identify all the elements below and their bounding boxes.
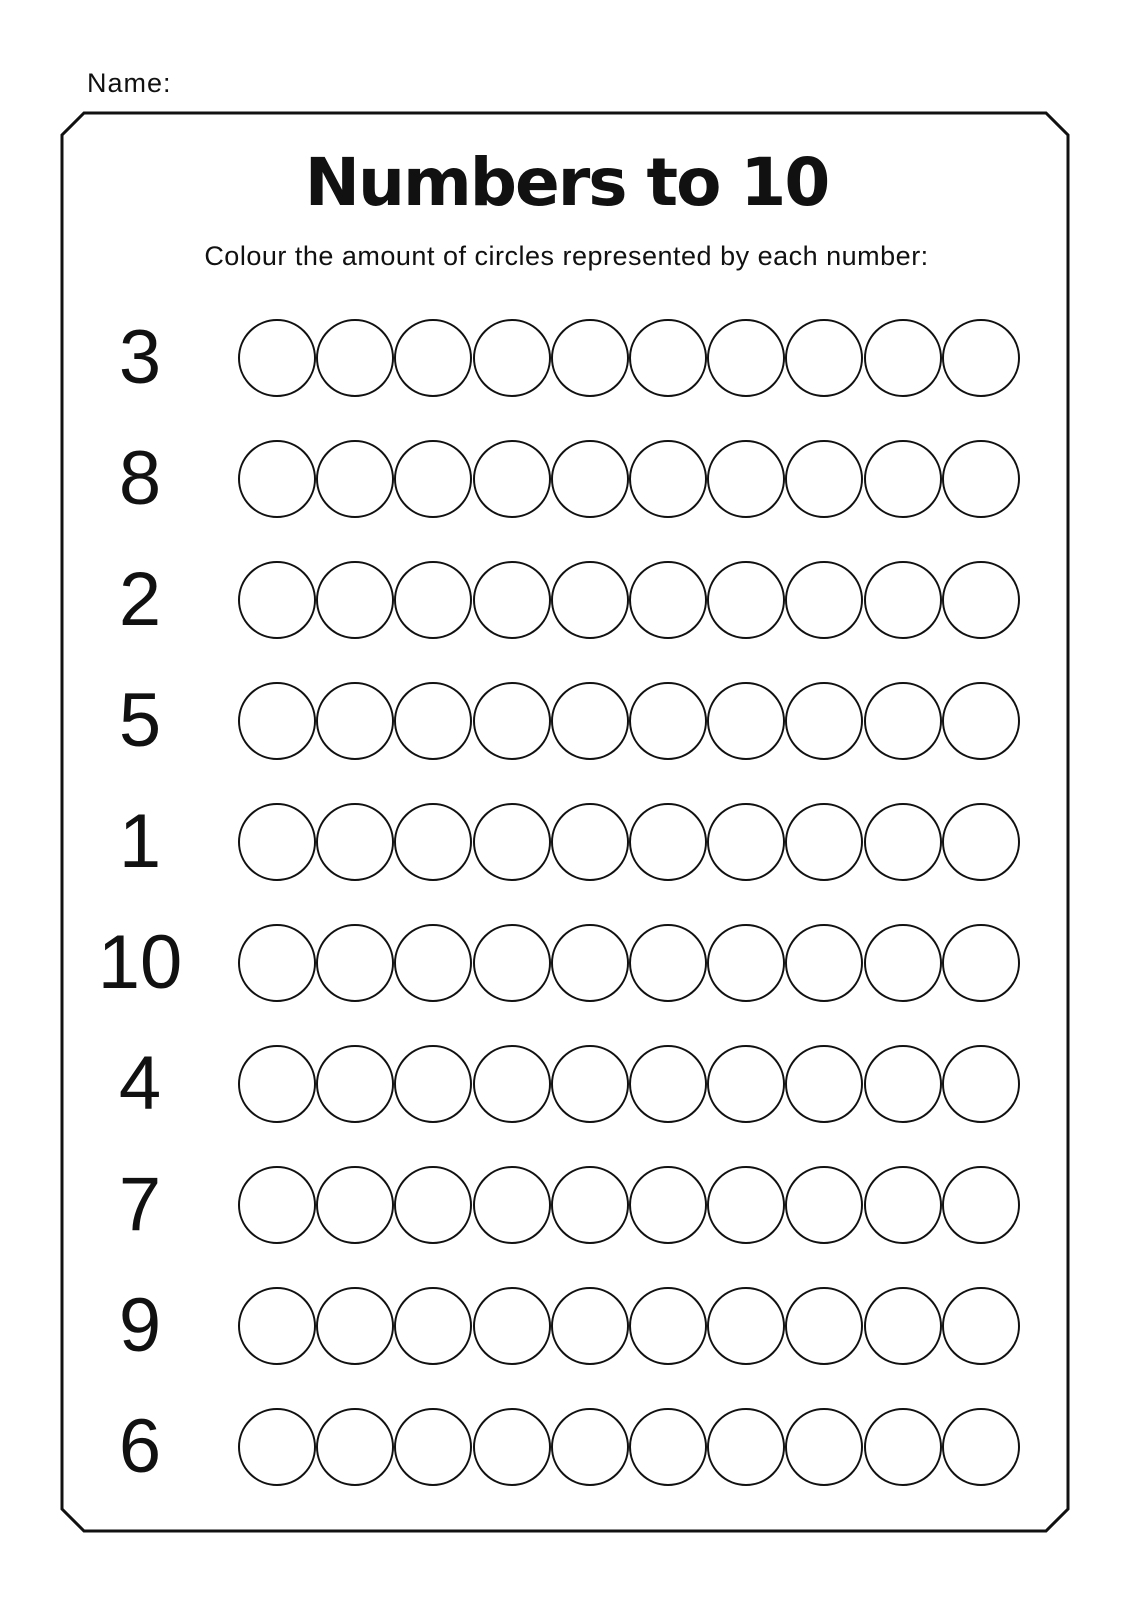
worksheet-row: [65, 297, 1068, 418]
worksheet-row: [65, 1023, 1068, 1144]
colorable-circle[interactable]: [316, 561, 394, 639]
colorable-circle[interactable]: [551, 440, 629, 518]
colorable-circle[interactable]: [864, 561, 942, 639]
colorable-circle[interactable]: [473, 924, 551, 1002]
colorable-circle[interactable]: [864, 1408, 942, 1486]
colorable-circle[interactable]: [864, 1045, 942, 1123]
colorable-circle[interactable]: [785, 1045, 863, 1123]
circle-strip: [238, 1287, 1020, 1365]
colorable-circle[interactable]: [942, 561, 1020, 639]
colorable-circle[interactable]: [238, 682, 316, 760]
row-number: 7: [118, 1161, 162, 1247]
colorable-circle[interactable]: [707, 803, 785, 881]
colorable-circle[interactable]: [785, 803, 863, 881]
colorable-circle[interactable]: [629, 319, 707, 397]
circle-strip: [238, 1045, 1020, 1123]
worksheet-row: [65, 1144, 1068, 1265]
row-number: 5: [118, 677, 162, 763]
colorable-circle[interactable]: [394, 803, 472, 881]
colorable-circle[interactable]: [473, 440, 551, 518]
colorable-circle[interactable]: [785, 1166, 863, 1244]
row-number: 3: [118, 314, 162, 400]
colorable-circle[interactable]: [316, 682, 394, 760]
colorable-circle[interactable]: [316, 1287, 394, 1365]
colorable-circle[interactable]: [238, 1045, 316, 1123]
row-number: 2: [118, 556, 162, 642]
colorable-circle[interactable]: [707, 1166, 785, 1244]
colorable-circle[interactable]: [238, 1166, 316, 1244]
colorable-circle[interactable]: [629, 440, 707, 518]
circle-strip: [238, 1408, 1020, 1486]
row-number: 1: [118, 798, 162, 884]
row-number: 4: [118, 1040, 162, 1126]
page-title: Numbers to 10: [304, 144, 829, 221]
row-number: 9: [118, 1282, 162, 1368]
circle-strip: [238, 319, 1020, 397]
colorable-circle[interactable]: [473, 1287, 551, 1365]
colorable-circle[interactable]: [864, 1166, 942, 1244]
colorable-circle[interactable]: [707, 1408, 785, 1486]
colorable-circle[interactable]: [551, 319, 629, 397]
worksheet-content: [65, 113, 1068, 1531]
colorable-circle[interactable]: [942, 682, 1020, 760]
colorable-circle[interactable]: [394, 440, 472, 518]
colorable-circle[interactable]: [238, 924, 316, 1002]
colorable-circle[interactable]: [316, 440, 394, 518]
colorable-circle[interactable]: [394, 924, 472, 1002]
worksheet-row: [65, 781, 1068, 902]
colorable-circle[interactable]: [629, 682, 707, 760]
colorable-circle[interactable]: [629, 803, 707, 881]
colorable-circle[interactable]: [316, 1045, 394, 1123]
colorable-circle[interactable]: [394, 1287, 472, 1365]
colorable-circle[interactable]: [629, 1408, 707, 1486]
colorable-circle[interactable]: [316, 1166, 394, 1244]
colorable-circle[interactable]: [942, 1408, 1020, 1486]
colorable-circle[interactable]: [238, 440, 316, 518]
colorable-circle[interactable]: [473, 803, 551, 881]
name-label: Name:: [87, 68, 172, 98]
colorable-circle[interactable]: [316, 1408, 394, 1486]
colorable-circle[interactable]: [551, 1166, 629, 1244]
colorable-circle[interactable]: [864, 924, 942, 1002]
colorable-circle[interactable]: [473, 682, 551, 760]
colorable-circle[interactable]: [316, 319, 394, 397]
colorable-circle[interactable]: [394, 1045, 472, 1123]
row-number: 8: [118, 435, 162, 521]
colorable-circle[interactable]: [394, 561, 472, 639]
colorable-circle[interactable]: [942, 319, 1020, 397]
rows-container: [65, 297, 1068, 1507]
colorable-circle[interactable]: [785, 1408, 863, 1486]
colorable-circle[interactable]: [238, 319, 316, 397]
circle-strip: [238, 682, 1020, 760]
colorable-circle[interactable]: [707, 682, 785, 760]
colorable-circle[interactable]: [707, 319, 785, 397]
colorable-circle[interactable]: [316, 924, 394, 1002]
colorable-circle[interactable]: [785, 440, 863, 518]
colorable-circle[interactable]: [785, 561, 863, 639]
colorable-circle[interactable]: [864, 1287, 942, 1365]
worksheet-row: [65, 1386, 1068, 1507]
colorable-circle[interactable]: [629, 561, 707, 639]
colorable-circle[interactable]: [942, 924, 1020, 1002]
worksheet-row: [65, 1265, 1068, 1386]
colorable-circle[interactable]: [394, 682, 472, 760]
colorable-circle[interactable]: [551, 682, 629, 760]
colorable-circle[interactable]: [864, 440, 942, 518]
circle-strip: [238, 1166, 1020, 1244]
colorable-circle[interactable]: [942, 1166, 1020, 1244]
colorable-circle[interactable]: [394, 1408, 472, 1486]
colorable-circle[interactable]: [394, 1166, 472, 1244]
colorable-circle[interactable]: [785, 319, 863, 397]
worksheet-row: [65, 660, 1068, 781]
colorable-circle[interactable]: [238, 561, 316, 639]
colorable-circle[interactable]: [942, 803, 1020, 881]
worksheet-row: [65, 539, 1068, 660]
colorable-circle[interactable]: [394, 319, 472, 397]
circle-strip: [238, 561, 1020, 639]
colorable-circle[interactable]: [551, 561, 629, 639]
circle-strip: [238, 924, 1020, 1002]
worksheet-row: [65, 418, 1068, 539]
colorable-circle[interactable]: [473, 319, 551, 397]
colorable-circle[interactable]: [629, 1287, 707, 1365]
instruction-text: Colour the amount of circles represented by each number:: [204, 241, 929, 271]
colorable-circle[interactable]: [473, 561, 551, 639]
colorable-circle[interactable]: [785, 924, 863, 1002]
colorable-circle[interactable]: [785, 1287, 863, 1365]
circle-strip: [238, 440, 1020, 518]
colorable-circle[interactable]: [707, 924, 785, 1002]
colorable-circle[interactable]: [707, 1045, 785, 1123]
colorable-circle[interactable]: [551, 1045, 629, 1123]
colorable-circle[interactable]: [238, 1408, 316, 1486]
colorable-circle[interactable]: [942, 1287, 1020, 1365]
row-number: 6: [118, 1403, 162, 1489]
colorable-circle[interactable]: [864, 803, 942, 881]
worksheet-row: [65, 902, 1068, 1023]
colorable-circle[interactable]: [238, 1287, 316, 1365]
colorable-circle[interactable]: [864, 682, 942, 760]
colorable-circle[interactable]: [785, 682, 863, 760]
colorable-circle[interactable]: [707, 561, 785, 639]
colorable-circle[interactable]: [551, 924, 629, 1002]
colorable-circle[interactable]: [629, 1166, 707, 1244]
colorable-circle[interactable]: [473, 1166, 551, 1244]
row-number: 10: [97, 919, 183, 1005]
colorable-circle[interactable]: [551, 1287, 629, 1365]
colorable-circle[interactable]: [473, 1045, 551, 1123]
colorable-circle[interactable]: [942, 440, 1020, 518]
colorable-circle[interactable]: [238, 803, 316, 881]
colorable-circle[interactable]: [629, 1045, 707, 1123]
colorable-circle[interactable]: [473, 1408, 551, 1486]
colorable-circle[interactable]: [942, 1045, 1020, 1123]
colorable-circle[interactable]: [316, 803, 394, 881]
colorable-circle[interactable]: [864, 319, 942, 397]
colorable-circle[interactable]: [707, 1287, 785, 1365]
colorable-circle[interactable]: [629, 924, 707, 1002]
colorable-circle[interactable]: [707, 440, 785, 518]
colorable-circle[interactable]: [551, 1408, 629, 1486]
circle-strip: [238, 803, 1020, 881]
colorable-circle[interactable]: [551, 803, 629, 881]
